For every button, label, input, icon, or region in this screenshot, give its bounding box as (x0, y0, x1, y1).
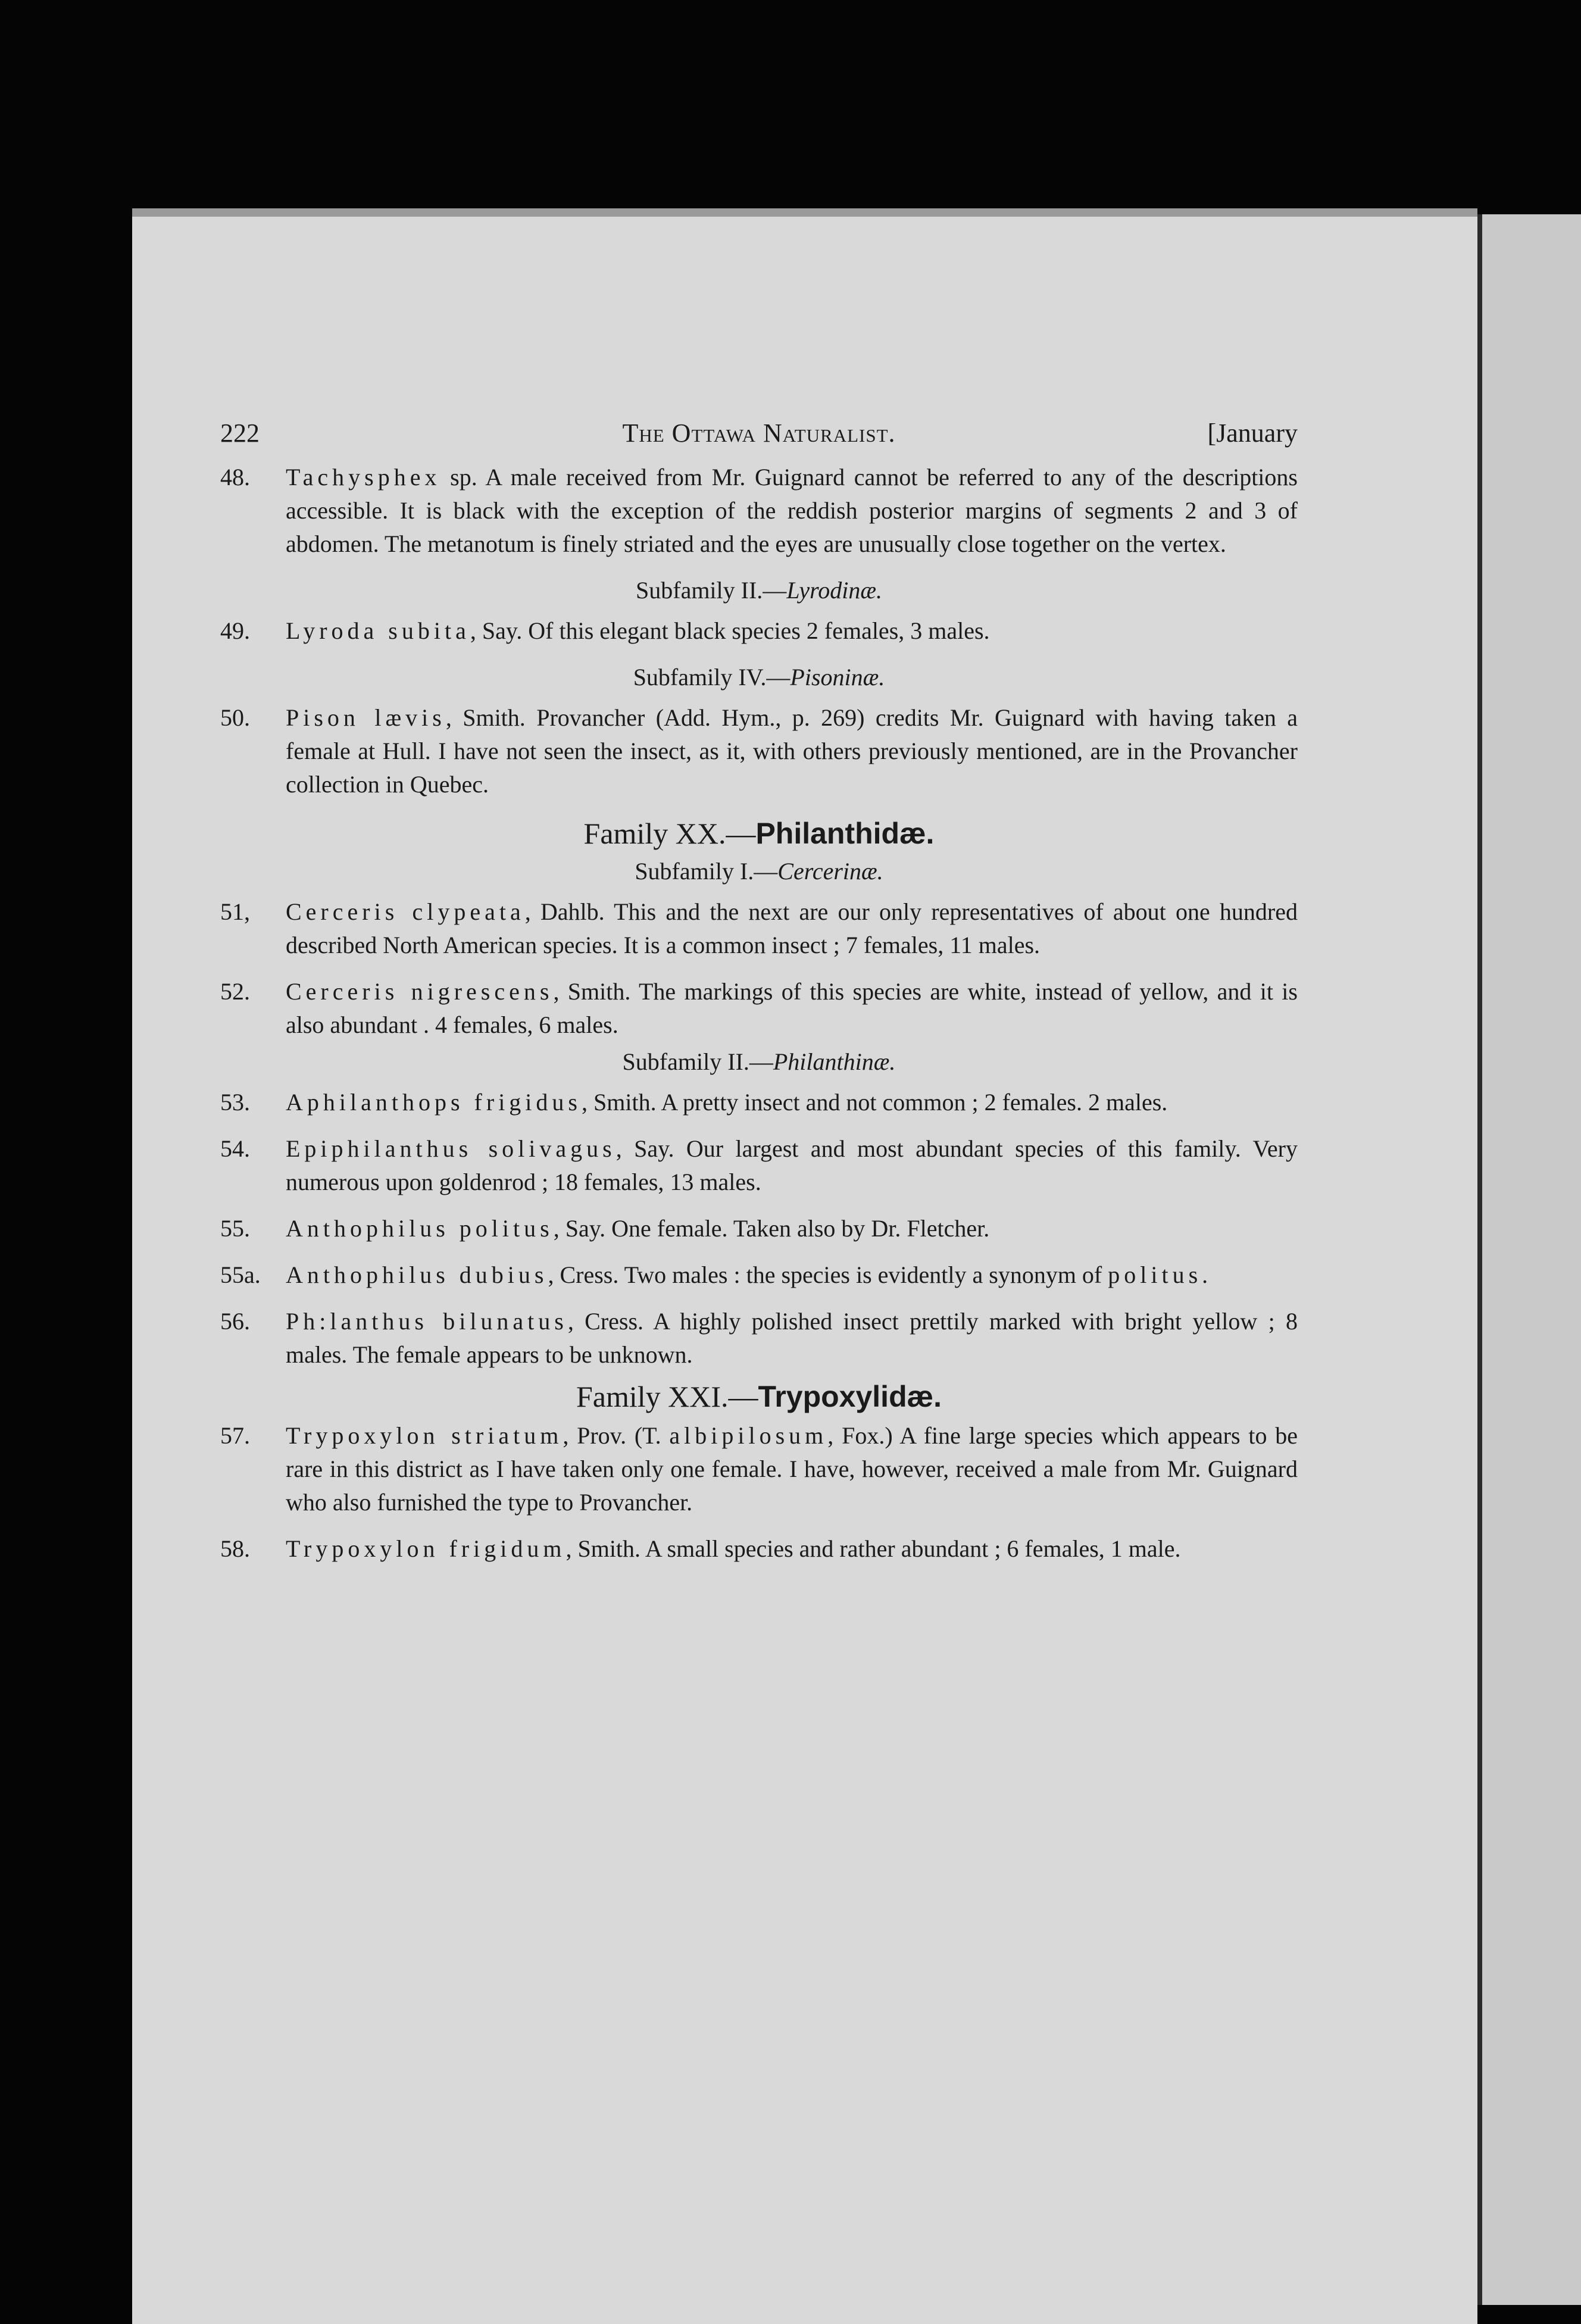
species-name: Cerceris clypeata (286, 898, 525, 925)
species-entry-52: 52. Cerceris nigrescens, Smith. The markings of this species are white, instead of yellow, and it is also abundant . 4 females, 6 males. (220, 978, 1298, 1038)
species-name: Trypoxylon striatum (286, 1422, 563, 1449)
subfamily-heading: Subfamily I.—Cercerinæ. (635, 858, 883, 885)
species-entry-57: 57. Trypoxylon striatum, Prov. (T. albipilosum, Fox.) A fine large species which appears to be rare in this district as I have taken only one female. I have, however, received a male from Mr. Guignard who also furnished the type to Provancher. (220, 1422, 1298, 1516)
subfamily-heading: Subfamily II.—Lyrodinæ. (636, 577, 882, 604)
running-header (220, 417, 1298, 452)
species-entry-56: 56. Ph:lanthus bilunatus, Cress. A highly polished insect prettily marked with bright yellow ; 8 males. The female appears to be unknown. (220, 1308, 1298, 1368)
species-name: Lyroda subita (286, 617, 470, 644)
page-number: 222 (220, 418, 260, 448)
species-name: Aphilanthops frigidus (286, 1089, 582, 1116)
species-name: Tachysphex (286, 464, 441, 491)
facing-page-edge (1477, 214, 1581, 2305)
species-name: Ph:lanthus bilunatus (286, 1308, 568, 1335)
species-name: Pison lævis (286, 704, 446, 731)
subfamily-heading: Subfamily IV.—Pisoninæ. (633, 664, 885, 691)
species-name: Trypoxylon frigidum (286, 1535, 566, 1562)
species-entry-51: 51, Cerceris clypeata, Dahlb. This and the next are our only representatives of about one hundred described North American species. It is a common insect ; 7 females, 11 males. (220, 898, 1298, 958)
page-text (220, 417, 1298, 1579)
family-heading: Family XXI.—Trypoxylidæ. (576, 1380, 942, 1413)
species-entry-53: 53. Aphilanthops frigidus, Smith. A pretty insect and not common ; 2 females. 2 males. (220, 1089, 1168, 1116)
species-entry-49: 49. Lyroda subita, Say. Of this elegant black species 2 females, 3 males. (220, 617, 990, 644)
species-name: Cerceris nigrescens (286, 978, 554, 1005)
species-name: Epiphilanthus solivagus (286, 1135, 616, 1162)
species-entry-55: 55. Anthophilus politus, Say. One female. Taken also by Dr. Fletcher. (220, 1215, 990, 1242)
species-name: Anthophilus dubius (286, 1261, 548, 1288)
journal-title: The Ottawa Naturalist. (622, 418, 896, 448)
species-entry-55a: 55a. Anthophilus dubius, Cress. Two males : the species is evidently a synonym of politus. (220, 1261, 1208, 1288)
species-entry-58: 58. Trypoxylon frigidum, Smith. A small species and rather abundant ; 6 females, 1 male. (220, 1535, 1181, 1562)
issue-month: [January (1207, 418, 1298, 448)
species-entry-48: 48. Tachysphex sp. A male received from Mr. Guignard cannot be referred to any of the descriptions accessible. It is black with the exception of the reddish posterior margins of segments 2 and 3 of abdomen. The metanotum is finely striated and the eyes are unusually close together on the vertex. (220, 464, 1298, 557)
species-entry-50: 50. Pison lævis, Smith. Provancher (Add. Hym., p. 269) credits Mr. Guignard with having taken a female at Hull. I have not seen the insect, as it, with others previously mentioned, are in the Provancher collection in Quebec. (220, 704, 1298, 798)
family-heading: Family XX.—Philanthidæ. (583, 817, 935, 850)
species-entry-54: 54. Epiphilanthus solivagus, Say. Our largest and most abundant species of this family. Very numerous upon goldenrod ; 18 females, 13 males. (220, 1135, 1298, 1195)
species-name: Anthophilus politus (286, 1215, 554, 1242)
subfamily-heading: Subfamily II.—Philanthinæ. (622, 1048, 896, 1075)
